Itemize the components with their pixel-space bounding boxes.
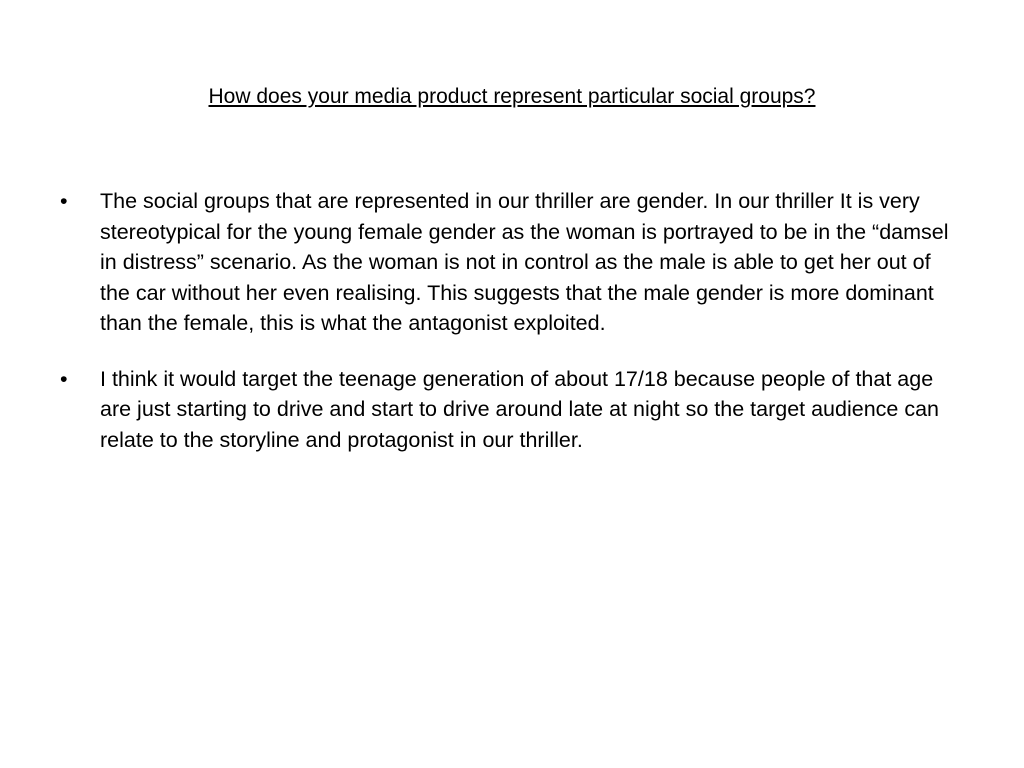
bullet-dot-icon: • bbox=[60, 366, 68, 391]
bullet-dot-icon: • bbox=[60, 189, 68, 213]
bullet-item-target-audience bbox=[56, 364, 956, 456]
bullet-item-social-groups bbox=[56, 186, 956, 339]
bullet-text: The social groups that are represented in our thriller are gender. In our thriller It is very stereotypical for the young female gender as the woman is portrayed to be in the “damsel in distress” scenario. As the woman is not in control as the male is able to get her out of the car without her even realising. This suggests that the male gender is more dominant than the female, this is what the antagonist exploited. bbox=[100, 189, 949, 335]
bullet-text: I think it would target the teenage generation of about 17/18 because people of that age are just starting to drive and start to drive around late at night so the target audience can relate to the storyline and protagonist in our thriller. bbox=[100, 366, 940, 452]
bullet-list bbox=[56, 186, 956, 455]
slide-title: How does your media product represent particular social groups? bbox=[208, 85, 816, 108]
